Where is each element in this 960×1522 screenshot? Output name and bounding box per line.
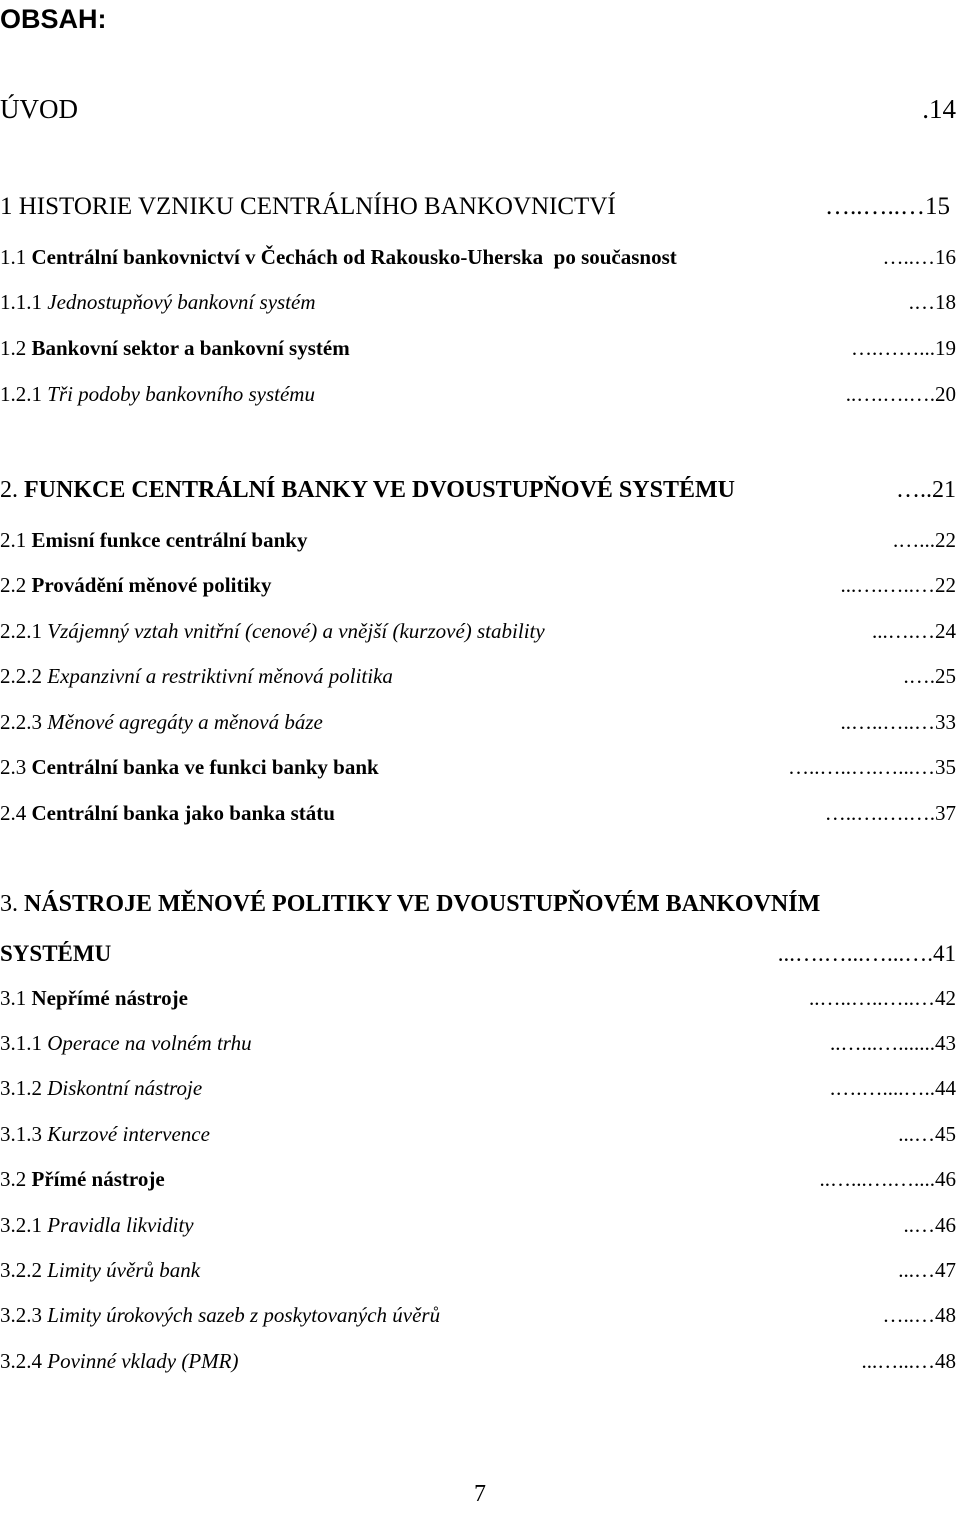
toc-entry-2-4[interactable] <box>0 799 956 827</box>
toc-entry-chapter-1[interactable] <box>0 190 950 224</box>
toc-entry-page: ….……...19 <box>851 336 956 360</box>
toc-entry-3-1-2[interactable] <box>0 1074 956 1102</box>
toc-entry-chapter-3-cont[interactable] <box>0 938 956 970</box>
toc-entry-number: 1.1.1 <box>0 290 48 314</box>
toc-leader <box>211 1120 897 1148</box>
toc-leader <box>253 1029 829 1057</box>
toc-leader <box>240 1347 861 1375</box>
toc-entry-3-2-3[interactable] <box>0 1301 956 1329</box>
toc-leader <box>317 288 908 316</box>
toc-entry-page: ...….…...…...….41 <box>777 941 956 966</box>
toc-entry-number: 3.2.2 <box>0 1258 48 1282</box>
toc-entry-title: NÁSTROJE MĚNOVÉ POLITIKY VE DVOUSTUPŇOVÉM BANKOVNÍM <box>24 891 821 917</box>
toc-entry-1-1[interactable] <box>0 243 956 271</box>
toc-entry-title: ÚVOD <box>0 94 78 124</box>
toc-entry-title: Bankovní sektor a bankovní systém <box>31 336 350 360</box>
toc-entry-number: 2. <box>0 477 24 503</box>
toc-entry-1-2-1[interactable] <box>0 380 956 408</box>
toc-entry-number: 1.2 <box>0 336 32 360</box>
toc-entry-number: 2.1 <box>0 528 32 552</box>
toc-entry-page: ..…...….......43 <box>830 1031 956 1055</box>
toc-entry-page: …..….….….37 <box>824 801 956 825</box>
toc-entry-number: 2.2.1 <box>0 619 48 643</box>
toc-leader <box>79 92 921 126</box>
toc-leader <box>195 1211 903 1239</box>
toc-entry-page: ...….…24 <box>872 619 956 643</box>
toc-entry-number: 3.1.2 <box>0 1076 48 1100</box>
toc-entry-title: Přímé nástroje <box>31 1167 165 1191</box>
page-number: 7 <box>474 1481 486 1507</box>
toc-leader <box>203 1074 829 1102</box>
toc-entry-number: 3.2 <box>0 1167 32 1191</box>
toc-entry-title: HISTORIE VZNIKU CENTRÁLNÍHO BANKOVNICTVÍ <box>18 193 616 220</box>
toc-leader <box>189 984 808 1012</box>
toc-entry-3-2-2[interactable] <box>0 1256 956 1284</box>
toc-entry-page: .…18 <box>908 290 956 314</box>
toc-leader <box>324 708 840 736</box>
toc-leader <box>380 753 787 781</box>
toc-leader <box>308 526 892 554</box>
toc-leader <box>112 938 777 970</box>
toc-entry-title: Tři podoby bankovního systému <box>47 382 315 406</box>
toc-entry-title: Diskontní nástroje <box>47 1076 203 1100</box>
toc-leader <box>546 617 871 645</box>
toc-entry-title: Provádění měnové politiky <box>31 573 272 597</box>
toc-entry-title: Expanzivní a restriktivní měnová politika <box>47 664 393 688</box>
toc-leader <box>336 799 824 827</box>
toc-entry-page: .….25 <box>903 664 956 688</box>
toc-entry-1-2[interactable] <box>0 334 956 362</box>
toc-entry-3-2-4[interactable] <box>0 1347 956 1375</box>
toc-entry-title: Kurzové intervence <box>47 1122 210 1146</box>
toc-entry-page: …..…48 <box>882 1303 956 1327</box>
toc-entry-page: ..…..…..…..…42 <box>809 986 956 1010</box>
toc-entry-title: FUNKCE CENTRÁLNÍ BANKY VE DVOUSTUPŇOVÉ SYSTÉMU <box>24 477 735 503</box>
toc-entry-title: Emisní funkce centrální banky <box>31 528 308 552</box>
toc-leader <box>201 1256 897 1284</box>
toc-entry-2-3[interactable] <box>0 753 956 781</box>
toc-entry-2-2-1[interactable] <box>0 617 956 645</box>
toc-entry-title: Limity úvěrů bank <box>47 1258 201 1282</box>
toc-leader <box>736 474 895 506</box>
toc-entry-number: 1 <box>0 193 19 220</box>
toc-entry-page: ..…...….…....46 <box>819 1167 956 1191</box>
toc-entry-3-1-1[interactable] <box>0 1029 956 1057</box>
toc-entry-number: 2.4 <box>0 801 32 825</box>
toc-entry-number: 2.3 <box>0 755 32 779</box>
toc-leader <box>272 571 839 599</box>
toc-entry-page: .14 <box>922 94 956 124</box>
toc-entry-title: Vzájemný vztah vnitřní (cenové) a vnější (kurzové) stability <box>47 619 545 643</box>
toc-entry-page: ..…46 <box>903 1213 956 1237</box>
toc-entry-number: 1.1 <box>0 245 32 269</box>
toc-entry-page: ...…47 <box>898 1258 956 1282</box>
toc-entry-title: Centrální bankovnictví v Čechách od Rakousko-Uherska po současnost <box>31 245 677 269</box>
toc-entry-number: 3.2.1 <box>0 1213 48 1237</box>
toc-entry-page: ..….….….20 <box>845 382 956 406</box>
toc-leader <box>351 334 850 362</box>
toc-entry-number: 3. <box>0 891 24 917</box>
toc-leader <box>316 380 845 408</box>
toc-entry-number: 2.2.2 <box>0 664 48 688</box>
toc-entry-page: .….…....…..44 <box>830 1076 956 1100</box>
toc-entry-page: ...…45 <box>898 1122 956 1146</box>
toc-entry-1-1-1[interactable] <box>0 288 956 316</box>
toc-entry-page: …..21 <box>896 477 956 503</box>
toc-entry-title: Centrální banka jako banka státu <box>31 801 335 825</box>
toc-entry-page: …..…16 <box>882 245 956 269</box>
toc-entry-uvod[interactable] <box>0 92 956 126</box>
toc-entry-3-2[interactable] <box>0 1165 956 1193</box>
toc-entry-page: ..…..…..…33 <box>840 710 956 734</box>
toc-entry-3-1[interactable] <box>0 984 956 1012</box>
toc-entry-3-2-1[interactable] <box>0 1211 956 1239</box>
toc-entry-number: 3.2.3 <box>0 1303 48 1327</box>
toc-entry-title: Centrální banka ve funkci banky bank <box>31 755 379 779</box>
toc-leader <box>441 1301 881 1329</box>
toc-entry-title: Jednostupňový bankovní systém <box>47 290 316 314</box>
toc-entry-chapter-3[interactable] <box>0 888 820 920</box>
toc-entry-number: 2.2 <box>0 573 32 597</box>
toc-entry-number: 3.1 <box>0 986 32 1010</box>
toc-entry-number: 3.2.4 <box>0 1349 48 1373</box>
toc-leader <box>617 190 824 224</box>
toc-leader <box>678 243 882 271</box>
toc-entry-title: SYSTÉMU <box>0 941 112 966</box>
toc-entry-number: 1.2.1 <box>0 382 48 406</box>
toc-entry-2-2-2[interactable] <box>0 662 956 690</box>
toc-entry-title: Pravidla likvidity <box>47 1213 194 1237</box>
toc-entry-page: ...….…..…22 <box>840 573 956 597</box>
toc-entry-title: Limity úrokových sazeb z poskytovaných úvěrů <box>47 1303 441 1327</box>
toc-entry-chapter-2[interactable] <box>0 474 956 506</box>
toc-entry-title: Povinné vklady (PMR) <box>47 1349 239 1373</box>
toc-entry-number: 2.2.3 <box>0 710 48 734</box>
toc-entry-3-1-3[interactable] <box>0 1120 956 1148</box>
toc-entry-title: Nepřímé nástroje <box>31 986 188 1010</box>
toc-entry-page: …..…..….…...…35 <box>788 755 956 779</box>
toc-entry-number: 3.1.3 <box>0 1122 48 1146</box>
toc-entry-page: .…...22 <box>893 528 956 552</box>
toc-entry-page: …..…..…15 <box>825 193 950 220</box>
toc-leader <box>166 1165 819 1193</box>
toc-entry-title: Operace na volném trhu <box>47 1031 252 1055</box>
toc-entry-page: ...…...…48 <box>861 1349 956 1373</box>
toc-entry-2-2-3[interactable] <box>0 708 956 736</box>
toc-leader <box>394 662 903 690</box>
toc-entry-number: 3.1.1 <box>0 1031 48 1055</box>
toc-entry-2-2[interactable] <box>0 571 956 599</box>
toc-entry-title: Měnové agregáty a měnová báze <box>47 710 323 734</box>
page-heading: OBSAH: <box>0 4 107 34</box>
toc-entry-2-1[interactable] <box>0 526 956 554</box>
